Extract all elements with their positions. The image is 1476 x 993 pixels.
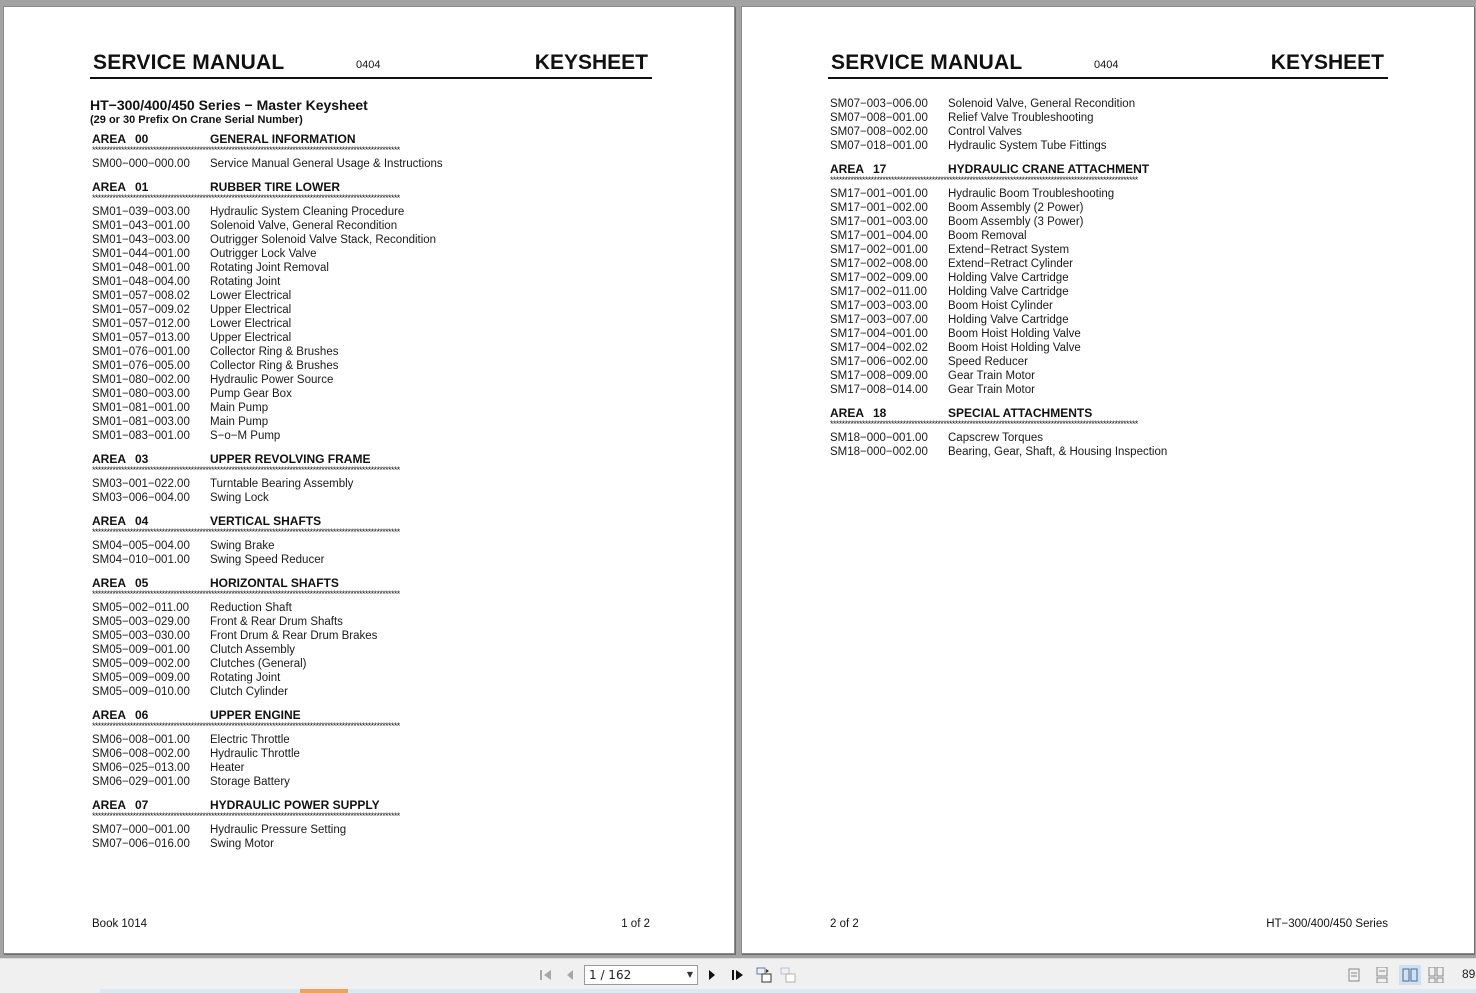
keysheet-row (828, 285, 1388, 299)
area-number: 07 (135, 798, 149, 812)
keysheet-row (828, 445, 1388, 459)
keysheet-row (90, 477, 650, 491)
section-code: SM17−003−003.00 (830, 300, 928, 312)
section-description: Swing Brake (210, 540, 275, 552)
section-description: Main Pump (210, 402, 269, 414)
page-header (90, 51, 652, 79)
area-number: 05 (135, 576, 149, 590)
area-name: HYDRAULIC POWER SUPPLY (210, 798, 380, 812)
section-description: Outrigger Solenoid Valve Stack, Recondition (210, 234, 437, 246)
keysheet-row (90, 837, 650, 851)
asterisk-divider: ********************************************************************************************************** (830, 420, 1138, 429)
next-view-button[interactable] (778, 965, 798, 985)
section-description: Electric Throttle (210, 734, 290, 746)
keysheet-row (90, 429, 650, 443)
header-title: SERVICE MANUAL (831, 51, 1023, 74)
continuous-facing-view-button[interactable] (1425, 965, 1447, 985)
keysheet-row (828, 431, 1388, 445)
section-description: Holding Valve Cartridge (948, 286, 1069, 298)
section-code: SM01−076−001.00 (92, 346, 190, 358)
area-heading (90, 576, 650, 590)
section-description: Lower Electrical (210, 290, 292, 302)
asterisk-divider: ********************************************************************************************************** (92, 812, 400, 821)
keysheet-row (90, 317, 650, 331)
section-code: SM01−057−013.00 (92, 332, 190, 344)
next-page-button[interactable] (702, 965, 722, 985)
section-code: SM17−004−002.02 (830, 342, 928, 354)
section-description: Reduction Shaft (210, 602, 292, 614)
section-description: Holding Valve Cartridge (948, 272, 1069, 284)
section-description: Holding Valve Cartridge (948, 314, 1069, 326)
section-code: SM01−057−012.00 (92, 318, 190, 330)
keysheet-row (828, 229, 1388, 243)
keysheet-row (90, 553, 650, 567)
section-description: S−o−M Pump (210, 430, 281, 442)
section-description: Hydraulic Pressure Setting (210, 824, 347, 836)
section-code: SM17−001−002.00 (830, 202, 928, 214)
keysheet-row (90, 275, 650, 289)
area-label: AREA (830, 406, 865, 420)
zoom-level[interactable]: 89 (1462, 967, 1476, 981)
area-number: 03 (135, 452, 149, 466)
keysheet-row (828, 327, 1388, 341)
section-code: SM01−048−004.00 (92, 276, 190, 288)
keysheet-row (90, 747, 650, 761)
area-name: SPECIAL ATTACHMENTS (948, 406, 1093, 420)
area-section (90, 452, 650, 509)
keysheet-row (90, 233, 650, 247)
area-number: 06 (135, 708, 149, 722)
keysheet-row (90, 539, 650, 553)
pdf-page-2 (741, 6, 1474, 954)
keysheet-row (90, 247, 650, 261)
area-label: AREA (92, 708, 127, 722)
section-code: SM01−043−001.00 (92, 220, 190, 232)
keysheet-row (828, 97, 1388, 111)
keysheet-row (828, 187, 1388, 201)
keysheet-row (828, 125, 1388, 139)
section-description: Clutches (General) (210, 658, 307, 670)
page-header (828, 51, 1388, 79)
keysheet-row (90, 775, 650, 789)
keysheet-row (90, 345, 650, 359)
section-description: Front & Rear Drum Shafts (210, 616, 343, 628)
footer-book: Book 1014 (92, 918, 147, 930)
document-subtitle: (29 or 30 Prefix On Crane Serial Number) (90, 114, 303, 126)
section-description: Collector Ring & Brushes (210, 346, 339, 358)
area-section (90, 798, 650, 855)
continuous-view-icon (1376, 967, 1388, 983)
facing-pages-view-icon (1402, 968, 1418, 982)
area-name: RUBBER TIRE LOWER (210, 180, 340, 194)
asterisk-divider: ********************************************************************************************************** (92, 528, 400, 537)
view-mode-buttons (1343, 965, 1447, 985)
area-section (90, 514, 650, 571)
section-description: Pump Gear Box (210, 388, 292, 400)
keysheet-row (90, 303, 650, 317)
section-code: SM01−044−001.00 (92, 248, 190, 260)
section-description: Gear Train Motor (948, 384, 1035, 396)
area-name: HORIZONTAL SHAFTS (210, 576, 339, 590)
area-heading (90, 180, 650, 194)
section-description: Boom Hoist Cylinder (948, 300, 1053, 312)
section-code: SM06−008−001.00 (92, 734, 190, 746)
section-code: SM01−081−001.00 (92, 402, 190, 414)
section-description: Main Pump (210, 416, 269, 428)
document-title: HT−300/400/450 Series − Master Keysheet (90, 97, 368, 113)
header-code: 0404 (356, 59, 381, 71)
keysheet-row (90, 601, 650, 615)
section-code: SM03−006−004.00 (92, 492, 190, 504)
first-page-button[interactable] (536, 965, 556, 985)
section-code: SM05−009−001.00 (92, 644, 190, 656)
previous-view-icon (756, 967, 772, 983)
keysheet-row (90, 157, 650, 171)
keysheet-row (90, 733, 650, 747)
section-code: SM05−003−029.00 (92, 616, 190, 628)
section-code: SM04−005−004.00 (92, 540, 190, 552)
section-description: Upper Electrical (210, 304, 292, 316)
area-items (90, 156, 650, 175)
section-description: Rotating Joint (210, 276, 281, 288)
area-section (828, 162, 1388, 401)
footer-series: HT−300/400/450 Series (1266, 918, 1388, 930)
area-number: 01 (135, 180, 149, 194)
area-section (90, 180, 650, 447)
keysheet-row (828, 369, 1388, 383)
section-code: SM17−002−008.00 (830, 258, 928, 270)
area-items (90, 732, 650, 793)
keysheet-row (828, 355, 1388, 369)
area-items (90, 822, 650, 855)
header-code: 0404 (1094, 59, 1119, 71)
section-code: SM06−029−001.00 (92, 776, 190, 788)
keysheet-row (90, 671, 650, 685)
asterisk-divider: ********************************************************************************************************** (92, 466, 400, 475)
section-code: SM17−006−002.00 (830, 356, 928, 368)
area-heading (828, 162, 1388, 176)
last-page-icon (731, 969, 745, 981)
continuous-view-button[interactable] (1371, 965, 1393, 985)
section-description: Hydraulic Throttle (210, 748, 300, 760)
pdf-toolbar (0, 958, 1476, 993)
keysheet-row (90, 657, 650, 671)
section-description: Solenoid Valve, General Recondition (948, 98, 1136, 110)
taskbar-highlight (300, 989, 348, 993)
section-description: Upper Electrical (210, 332, 292, 344)
page-number-input[interactable] (584, 965, 698, 985)
section-code: SM01−080−003.00 (92, 388, 190, 400)
keysheet-row (90, 373, 650, 387)
section-description: Swing Motor (210, 838, 274, 850)
section-description: Hydraulic Boom Troubleshooting (948, 188, 1115, 200)
section-description: Boom Removal (948, 230, 1027, 242)
keysheet-row (828, 383, 1388, 397)
section-description: Extend−Retract Cylinder (948, 258, 1073, 270)
area-name: HYDRAULIC CRANE ATTACHMENT (948, 162, 1150, 176)
section-code: SM17−002−001.00 (830, 244, 928, 256)
section-description: Collector Ring & Brushes (210, 360, 339, 372)
area-heading (90, 708, 650, 722)
keysheet-row (90, 761, 650, 775)
section-code: SM06−025−013.00 (92, 762, 190, 774)
footer-page-number: 1 of 2 (621, 918, 650, 930)
area-label: AREA (92, 798, 127, 812)
section-code: SM17−001−001.00 (830, 188, 928, 200)
area-items (90, 476, 650, 509)
keysheet-row (90, 387, 650, 401)
area-section (90, 576, 650, 703)
section-description: Hydraulic Power Source (210, 374, 334, 386)
area-number: 18 (873, 406, 887, 420)
section-code: SM01−080−002.00 (92, 374, 190, 386)
section-description: Extend−Retract System (948, 244, 1070, 256)
keysheet-row (828, 313, 1388, 327)
keysheet-row (828, 243, 1388, 257)
header-title: SERVICE MANUAL (93, 51, 285, 74)
area-name: VERTICAL SHAFTS (210, 514, 322, 528)
previous-page-icon (565, 969, 575, 981)
section-code: SM17−003−007.00 (830, 314, 928, 326)
header-keysheet: KEYSHEET (1270, 51, 1384, 74)
section-code: SM06−008−002.00 (92, 748, 190, 760)
section-code: SM07−008−001.00 (830, 112, 928, 124)
section-description: Service Manual General Usage & Instructions (210, 158, 443, 170)
area-label: AREA (830, 162, 865, 176)
asterisk-divider: ********************************************************************************************************** (92, 590, 400, 599)
section-code: SM01−057−008.02 (92, 290, 190, 302)
keysheet-row (828, 111, 1388, 125)
section-description: Boom Hoist Holding Valve (948, 342, 1081, 354)
page-dropdown-icon[interactable]: ▼ (686, 970, 693, 979)
section-code: SM18−000−001.00 (830, 432, 928, 444)
pdf-page-1 (3, 6, 735, 954)
section-code: SM07−008−002.00 (830, 126, 928, 138)
area-items (90, 538, 650, 571)
section-code: SM17−008−009.00 (830, 370, 928, 382)
section-description: Gear Train Motor (948, 370, 1035, 382)
section-description: Hydraulic System Cleaning Procedure (210, 206, 405, 218)
section-code: SM01−083−001.00 (92, 430, 190, 442)
section-description: Swing Speed Reducer (210, 554, 325, 566)
keysheet-row (90, 615, 650, 629)
keysheet-row (90, 415, 650, 429)
keysheet-row (90, 261, 650, 275)
area-name: GENERAL INFORMATION (210, 132, 356, 146)
area-label: AREA (92, 514, 127, 528)
single-page-view-icon (1348, 968, 1360, 982)
section-description: Control Valves (948, 126, 1022, 138)
section-description: Boom Assembly (3 Power) (948, 216, 1084, 228)
section-code: SM01−081−003.00 (92, 416, 190, 428)
area-name: UPPER ENGINE (210, 708, 301, 722)
section-code: SM00−000−000.00 (92, 158, 190, 170)
area-items (90, 204, 650, 447)
section-description: Rotating Joint (210, 672, 281, 684)
section-description: Heater (210, 762, 245, 774)
section-description: Hydraulic System Tube Fittings (948, 140, 1107, 152)
previous-view-button[interactable] (754, 965, 774, 985)
keysheet-row (828, 257, 1388, 271)
section-code: SM04−010−001.00 (92, 554, 190, 566)
page-indicator: 1 / 162 (589, 968, 632, 982)
asterisk-divider: ********************************************************************************************************** (92, 194, 400, 203)
keysheet-row (90, 629, 650, 643)
section-code: SM01−048−001.00 (92, 262, 190, 274)
keysheet-row (90, 491, 650, 505)
area-heading (90, 132, 650, 146)
keysheet-row (90, 685, 650, 699)
facing-pages-view-button[interactable] (1399, 965, 1421, 985)
section-description: Speed Reducer (948, 356, 1028, 368)
section-code: SM07−018−001.00 (830, 140, 928, 152)
area-label: AREA (92, 180, 127, 194)
section-description: Swing Lock (210, 492, 269, 504)
asterisk-divider: ********************************************************************************************************** (92, 146, 400, 155)
next-view-icon (780, 967, 796, 983)
section-code: SM03−001−022.00 (92, 478, 190, 490)
section-code: SM17−001−003.00 (830, 216, 928, 228)
single-page-view-button[interactable] (1343, 965, 1365, 985)
keysheet-row (828, 201, 1388, 215)
area-number: 17 (873, 162, 887, 176)
section-description: Boom Assembly (2 Power) (948, 202, 1084, 214)
area-name: UPPER REVOLVING FRAME (210, 452, 371, 466)
area-number: 04 (135, 514, 149, 528)
section-description: Solenoid Valve, General Recondition (210, 220, 398, 232)
area-label: AREA (92, 576, 127, 590)
section-code: SM01−076−005.00 (92, 360, 190, 372)
section-code: SM05−009−010.00 (92, 686, 190, 698)
section-code: SM17−002−011.00 (830, 286, 927, 298)
section-code: SM05−002−011.00 (92, 602, 189, 614)
first-page-icon (539, 969, 553, 981)
section-code: SM07−000−001.00 (92, 824, 190, 836)
area-items (828, 430, 1388, 463)
keysheet-row (90, 359, 650, 373)
section-code: SM01−043−003.00 (92, 234, 190, 246)
area-heading (90, 514, 650, 528)
area-heading (90, 452, 650, 466)
section-description: Lower Electrical (210, 318, 292, 330)
keysheet-row (90, 205, 650, 219)
section-code: SM07−006−016.00 (92, 838, 190, 850)
section-code: SM01−057−009.02 (92, 304, 190, 316)
section-description: Turntable Bearing Assembly (210, 478, 354, 490)
section-code: SM17−002−009.00 (830, 272, 928, 284)
page-navigation (536, 965, 798, 985)
section-code: SM18−000−002.00 (830, 446, 928, 458)
section-description: Boom Hoist Holding Valve (948, 328, 1081, 340)
previous-page-button[interactable] (560, 965, 580, 985)
next-page-icon (707, 969, 717, 981)
keysheet-row (828, 215, 1388, 229)
continuous-facing-view-icon (1428, 967, 1444, 983)
keysheet-row (90, 401, 650, 415)
section-description: Front Drum & Rear Drum Brakes (210, 630, 378, 642)
area-section (90, 708, 650, 793)
keysheet-row (90, 219, 650, 233)
keysheet-row (828, 271, 1388, 285)
area-items (90, 600, 650, 703)
section-description: Outrigger Lock Valve (210, 248, 317, 260)
area-heading (828, 406, 1388, 420)
area-label: AREA (92, 132, 127, 146)
section-description: Clutch Assembly (210, 644, 296, 656)
keysheet-row (90, 643, 650, 657)
section-description: Relief Valve Troubleshooting (948, 112, 1094, 124)
section-code: SM05−009−002.00 (92, 658, 190, 670)
section-description: Bearing, Gear, Shaft, & Housing Inspection (948, 446, 1168, 458)
keysheet-row (828, 139, 1388, 153)
section-code: SM01−039−003.00 (92, 206, 190, 218)
asterisk-divider: ********************************************************************************************************** (92, 722, 400, 731)
section-code: SM07−003−006.00 (830, 98, 928, 110)
section-description: Rotating Joint Removal (210, 262, 329, 274)
section-description: Clutch Cylinder (210, 686, 288, 698)
keysheet-row (828, 299, 1388, 313)
area-label: AREA (92, 452, 127, 466)
page-content (828, 97, 1388, 463)
keysheet-row (90, 289, 650, 303)
section-description: Capscrew Torques (948, 432, 1044, 444)
keysheet-row (90, 331, 650, 345)
area-number: 00 (135, 132, 149, 146)
area-items (828, 186, 1388, 401)
section-code: SM17−004−001.00 (830, 328, 928, 340)
section-code: SM05−003−030.00 (92, 630, 190, 642)
section-code: SM05−009−009.00 (92, 672, 190, 684)
footer-page-number: 2 of 2 (830, 918, 859, 930)
area-section (828, 406, 1388, 463)
page-content (90, 97, 650, 855)
section-code: SM17−001−004.00 (830, 230, 928, 242)
section-code: SM17−008−014.00 (830, 384, 928, 396)
asterisk-divider: ********************************************************************************************************** (830, 176, 1138, 185)
keysheet-row (828, 341, 1388, 355)
keysheet-row (90, 823, 650, 837)
last-page-button[interactable] (728, 965, 748, 985)
header-keysheet: KEYSHEET (534, 51, 648, 74)
section-description: Storage Battery (210, 776, 290, 788)
area-section (90, 132, 650, 175)
area-heading (90, 798, 650, 812)
